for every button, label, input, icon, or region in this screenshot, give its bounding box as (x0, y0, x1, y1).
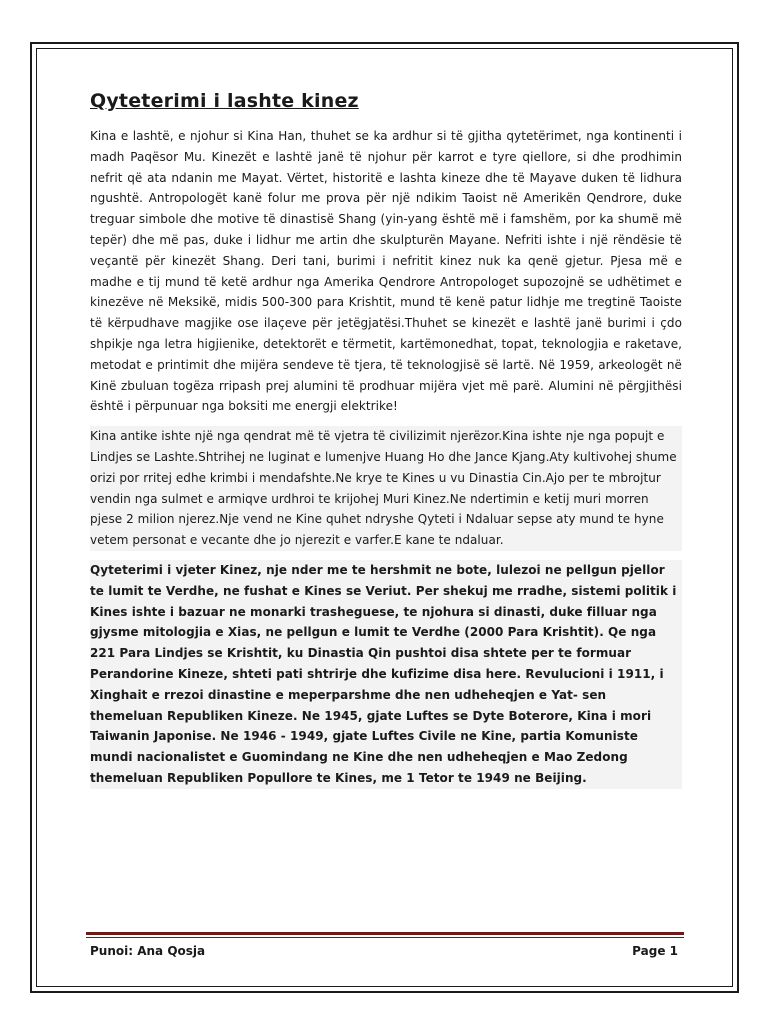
footer-rule-thick (86, 932, 684, 935)
paragraph-2: Kina antike ishte një nga qendrat më të vjetra të civilizimit njerëzor.Kina ishte nje nga popujt e Lindjes se Lashte.Shtrihej ne luginat e lumenjve Huang Ho dhe Jance Kjang.Aty kultivohej shume orizi por rritej edhe krimbi i mendafshte.Ne krye te Kines u vu Dinastia Cin.Ajo per te mbrojtur vendin nga sulmet e armiqve urdhroi te krijohej Muri Kinez.Ne ndertimin e ketij muri morren pjese 2 milion njerez.Nje vend ne Kine quhet ndryshe Qyteti i Ndaluar sepse aty mund te hyne vetem personat e vecante dhe jo njerezit e varfer.E kane te ndaluar. (90, 426, 682, 551)
paragraph-3: Qyteterimi i vjeter Kinez, nje nder me te hershmit ne bote, lulezoi ne pellgun pjellor te lumit te Verdhe, ne fushat e Kines se Veriut. Per shekuj me rradhe, sistemi politik i Kines ishte i bazuar ne monarki trasheguese, te njohura si dinasti, duke filluar nga gjysme mitologjia e Xias, ne pellgun e lumit te Verdhe (2000 Para Krishtit). Qe nga 221 Para Lindjes se Krishtit, ku Dinastia Qin pushtoi disa shtete per te formuar Perandorine Kineze, shteti pati shtrirje dhe kufizime disa here. Revulucioni i 1911, i Xinghait e rrezoi dinastine e meperparshme dhe nen udheheqjen e Yat- sen themeluan Republiken Kineze. Ne 1945, gjate Luftes se Dyte Boterore, Kina i mori Taiwanin Japonise. Ne 1946 - 1949, gjate Luftes Civile ne Kine, partia Komuniste mundi nacionalistet e Guomindang ne Kine dhe nen udheheqjen e Mao Zedong themeluan Republiken Popullore te Kines, me 1 Tetor te 1949 ne Beijing. (90, 560, 682, 789)
document-title: Qyteterimi i lashte kinez (90, 90, 359, 112)
footer-rule-thin (86, 937, 684, 938)
paragraph-1: Kina e lashtë, e njohur si Kina Han, thuhet se ka ardhur si të gjitha qytetërimet, nga kontinenti i madh Paqësor Mu. Kinezët e lashtë janë të njohur për karrot e tyre qiellore, si dhe prodhimin nefrit që ata ndanin me Mayat. Vërtet, historitë e lashta kineze dhe të Mayave duken të lidhura ngushtë. Antropologët kanë folur me prova për një ndikim Taoist në Amerikën Qendrore, duke treguar simbole dhe motive të dinastisë Shang (yin-yang është më i famshëm, por ka shumë më tepër) dhe më pas, duke i lidhur me artin dhe skulpturën Mayane. Nefriti ishte i një rëndësie të veçantë për kinezët Shang. Deri tani, burimi i nefritit kinez nuk ka qenë gjetur. Pjesa më e madhe e tij mund të ketë ardhur nga Amerika Qendrore Antropologet supozojnë se udhëtimet e kinezëve në Meksikë, midis 500-300 para Krishtit, mund të kenë patur lidhje me tregtinë Taoiste të kërpudhave magjike ose ilaçeve për jetëgjatësi.Thuhet se kinezët e lashtë janë burimi i çdo shpikje nga letra higjienike, detektorët e tërmetit, kartëmonedhat, topat, teknologjia e raketave, metodat e printimit dhe mijëra sendeve të tjera, të teknologjisë së lartë. Në 1959, arkeologët në Kinë zbuluan togëza rripash prej alumini të prodhuar mijëra vjet më parë. Alumini në përgjithësi është i përpunuar nga boksiti me energji elektrike! (90, 129, 682, 414)
document-body (90, 90, 682, 798)
footer-author: Punoi: Ana Qosja (90, 944, 206, 958)
footer-page-number: Page 1 (632, 944, 678, 958)
